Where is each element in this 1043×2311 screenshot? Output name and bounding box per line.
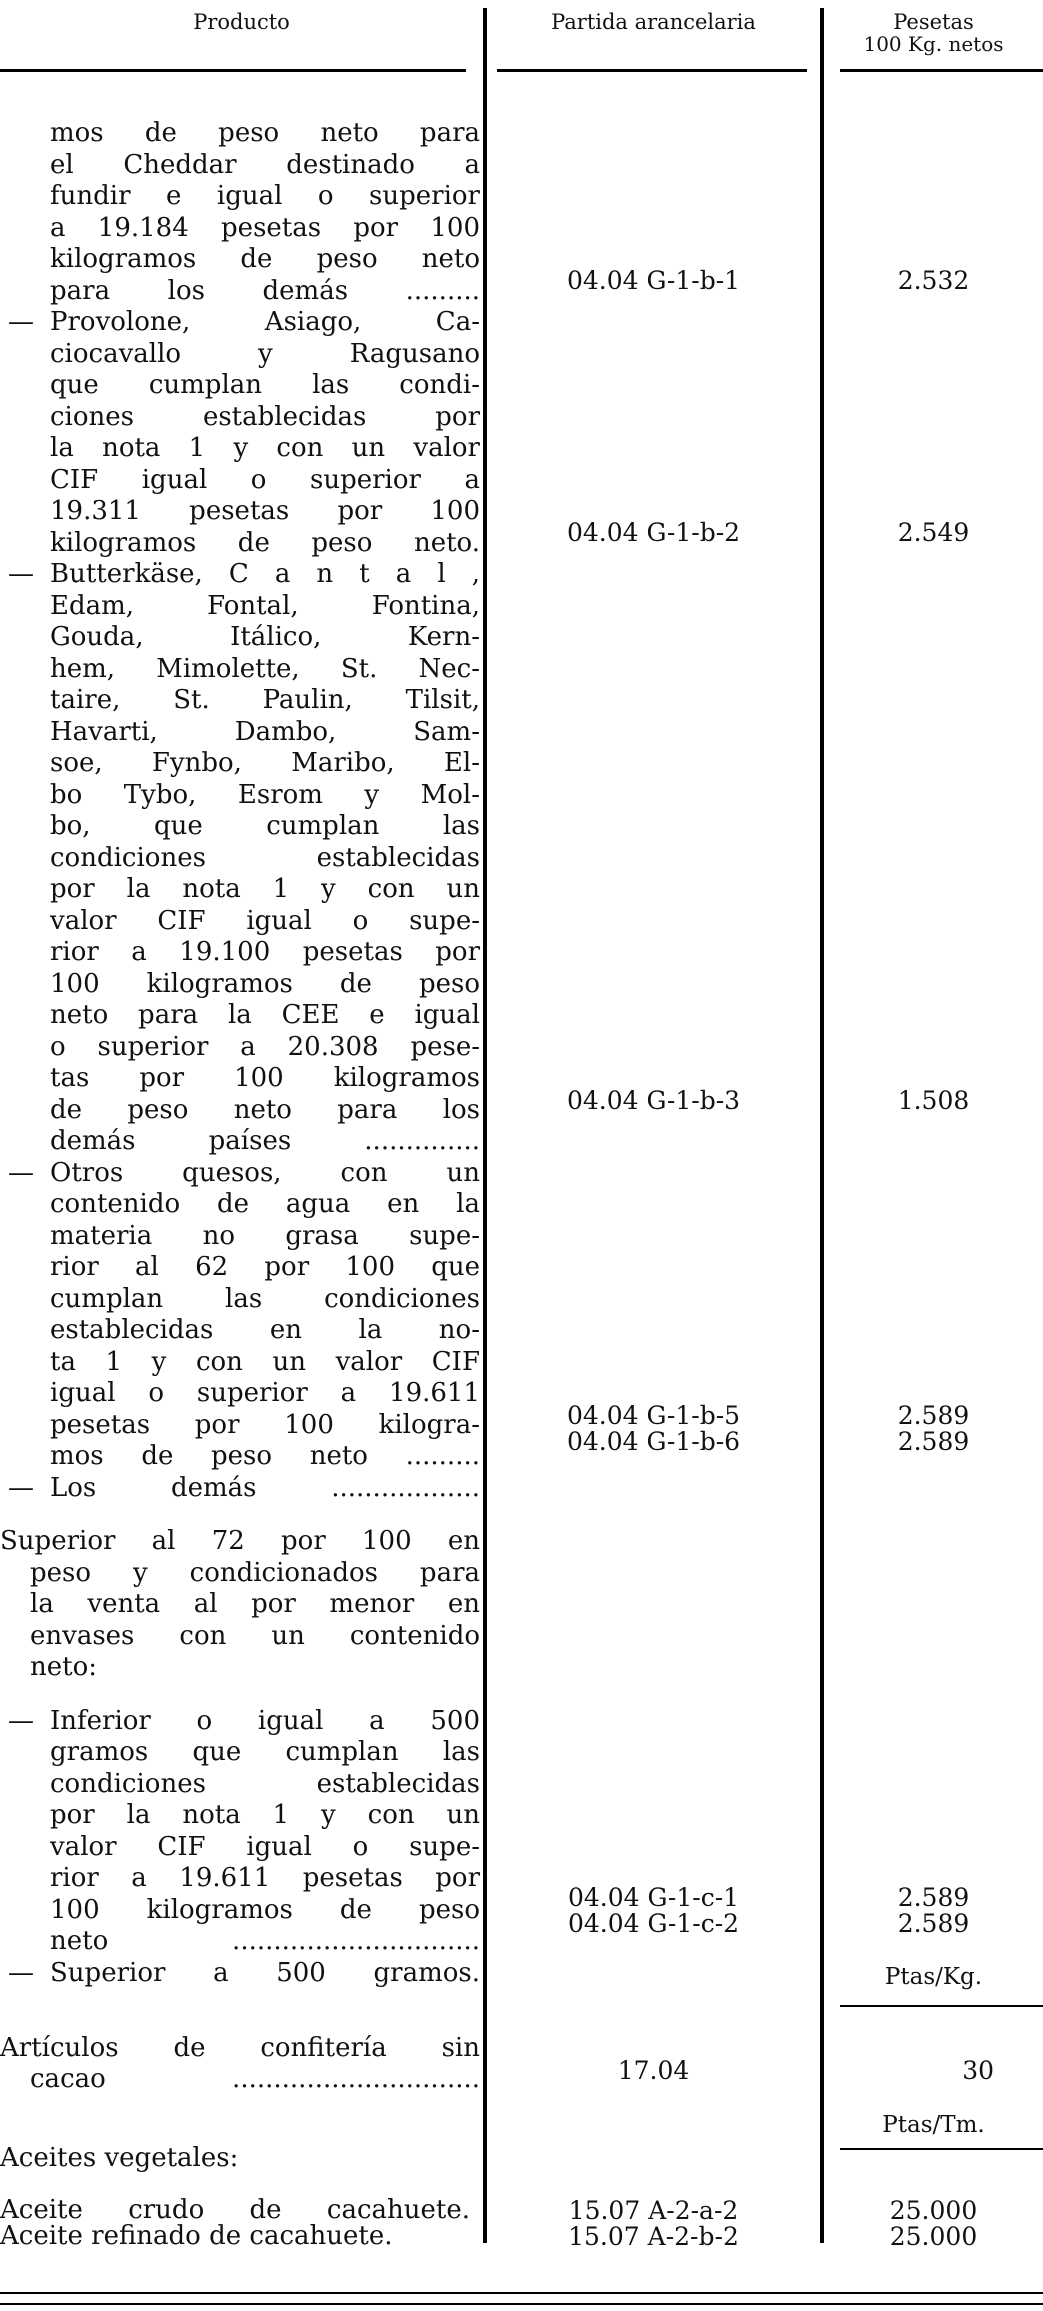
aceites-heading: Aceites vegetales: xyxy=(0,2143,239,2173)
product-line: demás países .............. xyxy=(50,1126,480,1156)
bottom-rule-1 xyxy=(0,2292,1043,2294)
envases-line: valor CIF igual o supe- xyxy=(50,1831,480,1862)
aceite-crudo-product: Aceite crudo de cacahuete. xyxy=(0,2195,470,2225)
product-line: pesetas por 100 kilogra- xyxy=(50,1409,480,1440)
product-line: rior a 19.100 pesetas por xyxy=(50,937,480,967)
product-line: que cumplan las condi- xyxy=(50,370,480,400)
product-line: fundir e igual o superior xyxy=(50,181,480,211)
code-g1c2: 04.04 G-1-c-2 xyxy=(567,1909,740,1938)
envases-line: — Superior a 500 gramos. xyxy=(50,1958,480,1990)
product-line: la nota 1 y con un valor xyxy=(50,433,480,463)
product-line: tas por 100 kilogramos xyxy=(50,1063,480,1093)
product-line: ta 1 y con un valor CIF xyxy=(50,1346,480,1377)
value-aceite-refinado: 25.000 xyxy=(889,2222,978,2251)
header-rule-1 xyxy=(0,69,466,72)
aceite-refinado-product: Aceite refinado de cacahuete. xyxy=(0,2221,393,2251)
product-line: condiciones establecidas xyxy=(50,842,480,873)
product-line: establecidas en la no- xyxy=(50,1315,480,1345)
superior-line: envases con un contenido xyxy=(30,1620,480,1651)
value-g1c1: 2.589 xyxy=(897,1883,970,1912)
product-line: neto para la CEE e igual xyxy=(50,1000,480,1030)
value-confiteria: 30 xyxy=(962,2056,994,2085)
product-line: kilogramos de peso neto. xyxy=(50,527,480,558)
product-line: mos de peso neto ......... xyxy=(50,1441,480,1471)
header-pesetas-unit: 100 Kg. netos xyxy=(863,32,1004,56)
header-producto: Producto xyxy=(193,10,290,34)
product-line: — Los demás .................. xyxy=(50,1473,480,1505)
bottom-rule-2 xyxy=(0,2303,1043,2305)
superior-line: peso y condicionados para xyxy=(30,1557,480,1588)
value-aceite-crudo: 25.000 xyxy=(889,2196,978,2225)
code-confiteria: 17.04 xyxy=(617,2056,690,2085)
product-line: por la nota 1 y con un xyxy=(50,874,480,904)
envases-line: 100 kilogramos de peso xyxy=(50,1894,480,1925)
envases-line: por la nota 1 y con un xyxy=(50,1800,480,1830)
product-line: o superior a 20.308 pese- xyxy=(50,1031,480,1062)
value-g1b2: 2.549 xyxy=(897,518,970,547)
envases-line: neto .............................. xyxy=(50,1926,480,1956)
code-g1c1: 04.04 G-1-c-1 xyxy=(567,1883,740,1912)
product-line: rior al 62 por 100 que xyxy=(50,1252,480,1282)
product-line: CIF igual o superior a xyxy=(50,464,480,495)
unit-ptas-kg: Ptas/Kg. xyxy=(884,1964,983,1990)
value-g1b1: 2.532 xyxy=(897,266,970,295)
superior-line: la venta al por menor en xyxy=(30,1589,480,1619)
product-line: valor CIF igual o supe- xyxy=(50,905,480,936)
header-pesetas: Pesetas xyxy=(893,10,974,34)
product-line: taire, St. Paulin, Tilsit, xyxy=(50,685,480,715)
product-line: a 19.184 pesetas por 100 xyxy=(50,212,480,243)
value-g1b3: 1.508 xyxy=(897,1086,970,1115)
code-aceite-refinado: 15.07 A-2-b-2 xyxy=(568,2222,739,2251)
product-line: kilogramos de peso neto xyxy=(50,244,480,274)
code-g1b5: 04.04 G-1-b-5 xyxy=(566,1401,741,1430)
product-line: cumplan las condiciones xyxy=(50,1283,480,1314)
code-aceite-crudo: 15.07 A-2-a-2 xyxy=(568,2196,739,2225)
superior-line: Superior al 72 por 100 en xyxy=(0,1526,480,1556)
value-g1c2: 2.589 xyxy=(897,1909,970,1938)
product-line: Gouda, Itálico, Kern- xyxy=(50,622,480,652)
product-line: Havarti, Dambo, Sam- xyxy=(50,716,480,747)
product-line: Edam, Fontal, Fontina, xyxy=(50,590,480,621)
unit-rule-tm xyxy=(840,2148,1043,2150)
product-line: hem, Mimolette, St. Nec- xyxy=(50,653,480,684)
product-line: materia no grasa supe- xyxy=(50,1220,480,1251)
header-partida: Partida arancelaria xyxy=(551,10,756,34)
code-g1b6: 04.04 G-1-b-6 xyxy=(566,1427,741,1456)
envases-line: rior a 19.611 pesetas por xyxy=(50,1863,480,1893)
product-line: — Otros quesos, con un xyxy=(50,1158,480,1190)
code-g1b3: 04.04 G-1-b-3 xyxy=(566,1086,741,1115)
header-rule-3 xyxy=(840,69,1043,72)
envases-line: gramos que cumplan las xyxy=(50,1737,480,1767)
product-line: igual o superior a 19.611 xyxy=(50,1378,480,1408)
product-line: soe, Fynbo, Maribo, El- xyxy=(50,748,480,778)
envases-line: — Inferior o igual a 500 xyxy=(50,1706,480,1738)
product-line: 19.311 pesetas por 100 xyxy=(50,496,480,526)
confiteria-line-2: cacao .............................. xyxy=(30,2064,480,2094)
product-line: ciones establecidas por xyxy=(50,401,480,432)
product-line: — Provolone, Asiago, Ca- xyxy=(50,307,480,339)
product-line: mos de peso neto para xyxy=(50,118,480,148)
product-line: bo, que cumplan las xyxy=(50,811,480,841)
unit-rule-kg xyxy=(840,2005,1043,2007)
unit-ptas-tm: Ptas/Tm. xyxy=(882,2112,985,2138)
value-g1b6: 2.589 xyxy=(897,1427,970,1456)
product-line: contenido de agua en la xyxy=(50,1189,480,1219)
product-line: ciocavallo y Ragusano xyxy=(50,338,480,369)
value-g1b5: 2.589 xyxy=(897,1401,970,1430)
product-line: bo Tybo, Esrom y Mol- xyxy=(50,779,480,810)
product-line: el Cheddar destinado a xyxy=(50,149,480,180)
confiteria-line-1: Artículos de confitería sin xyxy=(0,2033,480,2063)
code-g1b1: 04.04 G-1-b-1 xyxy=(566,266,741,295)
envases-line: condiciones establecidas xyxy=(50,1768,480,1799)
product-line: 100 kilogramos de peso xyxy=(50,968,480,999)
header-rule-2 xyxy=(497,69,807,72)
code-g1b2: 04.04 G-1-b-2 xyxy=(566,518,741,547)
product-line: para los demás ......... xyxy=(50,275,480,306)
superior-line: neto: xyxy=(30,1652,97,1682)
product-line: — Butterkäse, C a n t a l , xyxy=(50,559,480,591)
product-line: de peso neto para los xyxy=(50,1094,480,1125)
